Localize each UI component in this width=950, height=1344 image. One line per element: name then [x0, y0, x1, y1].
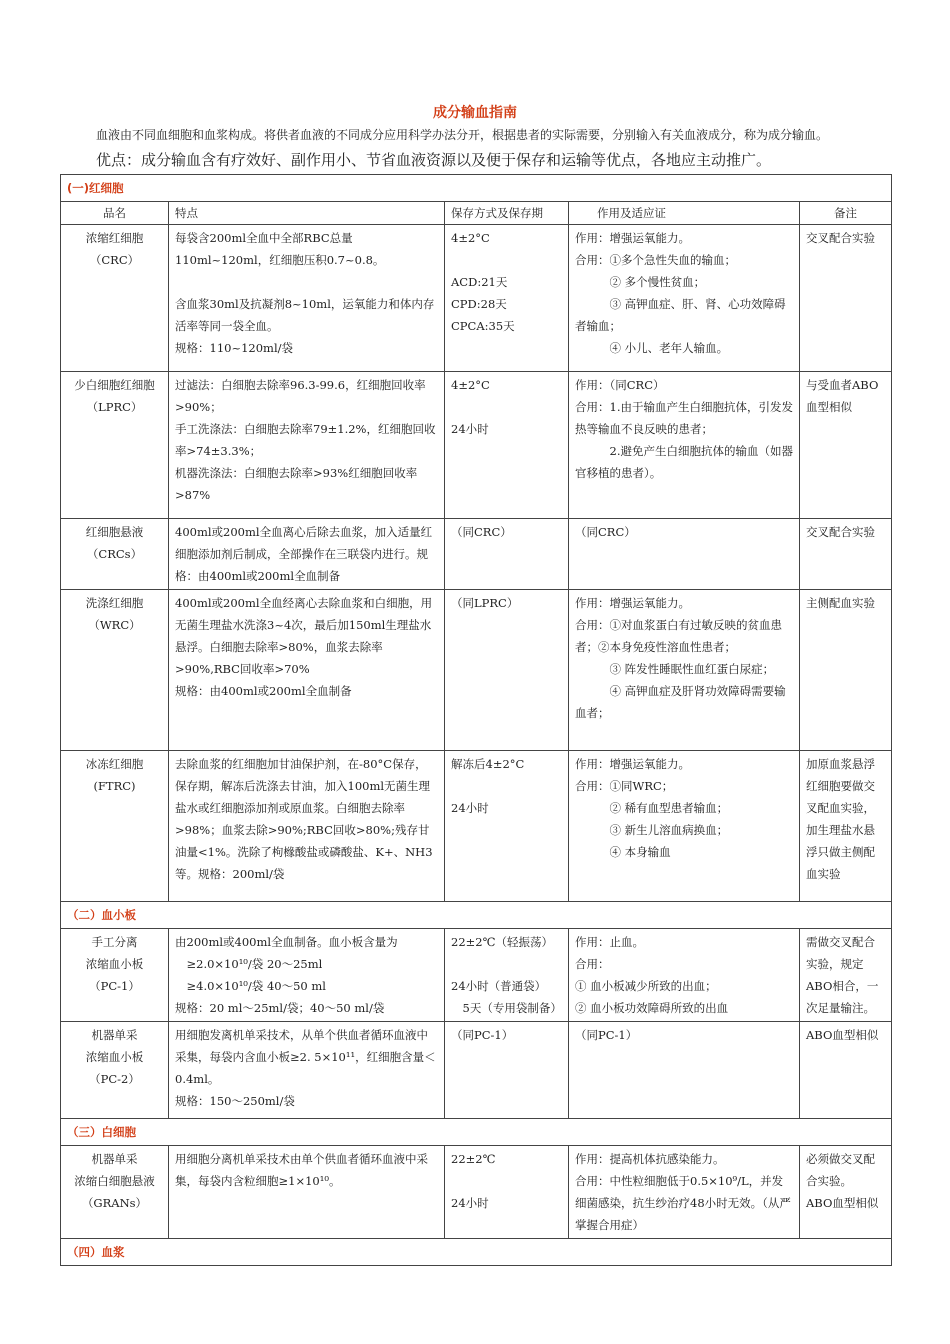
product-name [61, 751, 169, 902]
product-storage-line: ACD:21天 [451, 275, 508, 289]
product-storage-line: （同LPRC） [451, 596, 519, 610]
product-usage-line: （同CRC） [575, 525, 636, 539]
product-name-line: 机器单采 [91, 1028, 138, 1042]
product-storage [445, 225, 569, 372]
product-features [169, 1022, 445, 1119]
product-storage-line: 24小时 [451, 801, 489, 815]
product-storage [445, 929, 569, 1022]
product-note-line: 主侧配血实验 [806, 596, 875, 610]
table-row [61, 590, 892, 751]
product-name-line: 浓缩白细胞悬液 [74, 1174, 155, 1188]
product-usage [569, 372, 800, 519]
product-name [61, 590, 169, 751]
product-usage [569, 1022, 800, 1119]
product-storage [445, 1146, 569, 1239]
product-name [61, 1146, 169, 1239]
product-features-line: 用细胞发离机单采技术，从单个供血者循环血液中采集，每袋内含血小板≥2. 5×10¹¹，红细胞含量＜0.4ml。 [175, 1028, 436, 1086]
product-note [800, 519, 892, 590]
section-header-row [61, 1239, 892, 1266]
product-storage [445, 751, 569, 902]
product-features-line: 400ml或200ml全血离心后除去血浆，加入适量红细胞添加剂后制成，全部操作在三联袋内进行。规格：由400ml或200ml全血制备 [175, 525, 433, 583]
product-features-line: 由200ml或400ml全血制备。血小板含量为 [175, 935, 398, 949]
product-storage-line: 5天（专用袋制备） [451, 1001, 562, 1015]
product-storage-line: CPCA:35天 [451, 319, 515, 333]
product-storage-line [451, 1170, 562, 1192]
product-name [61, 372, 169, 519]
product-usage-line: ③ 新生儿溶血病换血； [575, 823, 729, 837]
intro-paragraph: 血液由不同血细胞和血浆构成。将供者血液的不同成分应用科学办法分开，根据患者的实际需要，分别输入有关血液成分，称为成分输血。 [96, 128, 829, 142]
product-features-line: 去除血浆的红细胞加甘油保护剂，在-80°C保存，保存期，解冻后洗涤去甘油，加入100ml无菌生理盐水或红细胞添加剂或原血浆。白细胞去除率>98%；血浆去除>90%;RBC回收>80%;残存甘油量<1%。洗除了枸橼酸盐或磷酸盐、K+、NH3等。规格：200ml/袋 [175, 757, 433, 881]
product-features-line: 含血浆30ml及抗凝剂8~10ml，运氧能力和体内存活率等同一袋全血。 [175, 297, 435, 333]
product-usage-line: 作用：（同CRC） [575, 378, 665, 392]
section-title: （四）血浆 [61, 1239, 892, 1266]
product-storage-line: 4±2°C [451, 231, 490, 245]
product-note-line: 必须做交叉配合实验。 [806, 1152, 875, 1188]
column-header: 备注 [800, 202, 892, 225]
product-usage [569, 751, 800, 902]
product-note-line: 与受血者ABO血型相似 [806, 378, 879, 414]
product-usage-line: ④ 本身输血 [575, 845, 671, 859]
product-storage-line [451, 249, 562, 271]
product-note-line: ABO血型相似 [806, 1196, 879, 1210]
product-name-line: （PC-1） [89, 979, 140, 993]
product-usage-line: ④ 小儿、老年人输血。 [575, 341, 729, 355]
product-features-line: 400ml或200ml全血经离心去除血浆和白细胞，用无菌生理盐水洗涤3~4次，最后加150ml生理盐水悬浮。白细胞去除率>80%，血浆去除率>90%,RBC回收率>70% [175, 596, 433, 676]
product-features-line: 用细胞分离机单采技术由单个供血者循环血液中采集，每袋内含粒细胞≥1×10¹⁰。 [175, 1152, 428, 1188]
product-name-line: 冰冻红细胞 [85, 757, 144, 771]
table-row [61, 929, 892, 1022]
product-storage-line: 解冻后4±2°C [451, 757, 525, 771]
product-usage [569, 929, 800, 1022]
product-note [800, 1022, 892, 1119]
product-features-line: 机器洗涤法：白细胞去除率>93%红细胞回收率>87% [175, 466, 418, 502]
product-features-line: 规格：20 ml～25ml/袋；40～50 ml/袋 [175, 1001, 385, 1015]
product-features-line [175, 271, 438, 293]
product-name-line: （WRC） [88, 618, 141, 632]
product-name-line: 洗涤红细胞 [85, 596, 144, 610]
product-usage-line: ② 稀有血型患者输血； [575, 801, 729, 815]
product-note-line: 交叉配合实验 [806, 525, 875, 539]
product-storage-line: （同CRC） [451, 525, 512, 539]
product-features-line: 规格：150～250ml/袋 [175, 1094, 295, 1108]
product-usage [569, 590, 800, 751]
product-usage-line: ③ 高钾血症、肝、肾、心功效障碍者输血； [575, 297, 786, 333]
product-storage-line: 22±2℃（轻振荡） [451, 935, 553, 949]
product-storage-line [451, 775, 562, 797]
product-note [800, 590, 892, 751]
product-features-line: 手工洗涤法：白细胞去除率79±1.2%，红细胞回收率>74±3.3%； [175, 422, 436, 458]
product-features [169, 751, 445, 902]
table-row [61, 225, 892, 372]
product-usage-line: 2.避免产生白细胞抗体的输血（如器官移植的患者）。 [575, 444, 793, 480]
product-features-line: ≥4.0×10¹⁰/袋 40～50 ml [175, 979, 326, 993]
product-storage-line: 22±2℃ [451, 1152, 496, 1166]
product-name [61, 929, 169, 1022]
product-features-line: 过滤法：白细胞去除率96.3-99.6，红细胞回收率>90%； [175, 378, 426, 414]
product-usage-line: ② 多个慢性贫血； [575, 275, 706, 289]
product-note [800, 225, 892, 372]
section-title: (一)红细胞 [61, 175, 892, 202]
product-usage [569, 225, 800, 372]
product-features [169, 1146, 445, 1239]
product-usage [569, 519, 800, 590]
product-storage-line: 24小时 [451, 1196, 489, 1210]
product-usage-line: 作用：增强运氧能力。 [575, 757, 690, 771]
product-name [61, 519, 169, 590]
column-header: 品名 [61, 202, 169, 225]
product-usage-line: ④ 高钾血症及肝肾功效障碍需要输血者； [575, 684, 786, 720]
transfusion-table [60, 174, 892, 1266]
table-row [61, 1146, 892, 1239]
product-storage-line: CPD:28天 [451, 297, 507, 311]
product-usage-line: 合用：1.由于输血产生白细胞抗体，引发发热等输血不良反映的患者； [575, 400, 793, 436]
product-name-line: （PC-2） [89, 1072, 140, 1086]
product-name-line: 红细胞悬液 [85, 525, 144, 539]
product-storage [445, 372, 569, 519]
product-usage-line: 合用：①多个急性失血的输血； [575, 253, 736, 267]
product-usage-line: 合用： [575, 957, 610, 971]
product-usage-line: ② 血小板功效障碍所致的出血 [575, 1001, 729, 1015]
section-title: （三）白细胞 [61, 1119, 892, 1146]
product-usage-line: 合用：①同WRC； [575, 779, 674, 793]
product-name-line: 机器单采 [91, 1152, 138, 1166]
product-features [169, 372, 445, 519]
product-usage-line: 合用：中性粒细胞低于0.5×10⁹/L，并发细菌感染，抗生纱治疗48小时无效。（从严掌握合用症） [575, 1174, 791, 1232]
product-features-line: 每袋含200ml全血中全部RBC总量110ml~120ml，红细胞压积0.7~0.8。 [175, 231, 385, 267]
product-storage-line: 4±2°C [451, 378, 490, 392]
product-features-line: ≥2.0×10¹⁰/袋 20～25ml [175, 957, 323, 971]
product-features [169, 225, 445, 372]
product-storage-line [451, 953, 562, 975]
product-usage-line: 合用：①对血浆蛋白有过敏反映的贫血患者；②本身免疫性溶血性患者； [575, 618, 782, 654]
product-name-line: 浓缩红细胞 [85, 231, 144, 245]
product-usage-line: （同PC-1） [575, 1028, 638, 1042]
product-name [61, 1022, 169, 1119]
section-title: （二）血小板 [61, 902, 892, 929]
product-usage-line: ③ 阵发性睡眠性血红蛋白尿症； [575, 662, 775, 676]
product-usage-line: ① 血小板减少所致的出血； [575, 979, 717, 993]
product-usage-line: 作用：提高机体抗感染能力。 [575, 1152, 725, 1166]
product-note-line: 需做交叉配合实验，规定ABO相合，一次足量输注。 [806, 935, 879, 1015]
product-usage-line: 作用：止血。 [575, 935, 644, 949]
product-note-line: 加原血浆悬浮红细胞要做交叉配血实验，加生理盐水悬浮只做主侧配血实验 [806, 757, 875, 881]
product-note [800, 1146, 892, 1239]
product-name-line: 浓缩血小板 [85, 1050, 144, 1064]
product-name-line: (FTRC) [93, 779, 136, 793]
product-name-line: 少白细胞红细胞 [74, 378, 155, 392]
product-name-line: 浓缩血小板 [85, 957, 144, 971]
table-header-row [61, 202, 892, 225]
product-usage-line: 作用：增强运氧能力。 [575, 596, 690, 610]
section-header-row [61, 902, 892, 929]
table-row [61, 751, 892, 902]
product-storage-line: 24小时 [451, 422, 489, 436]
product-storage-line [451, 396, 562, 418]
product-features [169, 590, 445, 751]
product-note-line: ABO血型相似 [806, 1028, 879, 1042]
table-row [61, 1022, 892, 1119]
product-name-line: 手工分离 [91, 935, 138, 949]
product-features [169, 929, 445, 1022]
product-note [800, 751, 892, 902]
product-usage-line: 作用：增强运氧能力。 [575, 231, 690, 245]
product-note-line: 交叉配合实验 [806, 231, 875, 245]
product-name-line: （CRCs） [86, 547, 143, 561]
column-header: 作用及适应证 [569, 202, 800, 225]
page-title: 成分输血指南 [433, 105, 517, 121]
section-header-row [61, 1119, 892, 1146]
product-note [800, 372, 892, 519]
product-name-line: （LPRC） [86, 400, 143, 414]
product-note [800, 929, 892, 1022]
product-storage [445, 1022, 569, 1119]
product-features-line: 规格：110~120ml/袋 [175, 341, 293, 355]
advantage-paragraph: 优点：成分输血含有疗效好、副作用小、节省血液资源以及便于保存和运输等优点，各地应主动推广。 [96, 151, 772, 169]
table-row [61, 519, 892, 590]
column-header: 保存方式及保存期 [445, 202, 569, 225]
product-features-line: 规格：由400ml或200ml全血制备 [175, 684, 352, 698]
product-features [169, 519, 445, 590]
product-usage [569, 1146, 800, 1239]
product-storage-line: 24小时（普通袋） [451, 979, 547, 993]
product-name-line: （CRC） [89, 253, 140, 267]
section-header-row [61, 175, 892, 202]
product-name-line: （GRANs） [81, 1196, 148, 1210]
product-storage [445, 519, 569, 590]
table-row [61, 372, 892, 519]
column-header: 特点 [169, 202, 445, 225]
product-name [61, 225, 169, 372]
product-storage-line: （同PC-1） [451, 1028, 514, 1042]
product-storage [445, 590, 569, 751]
